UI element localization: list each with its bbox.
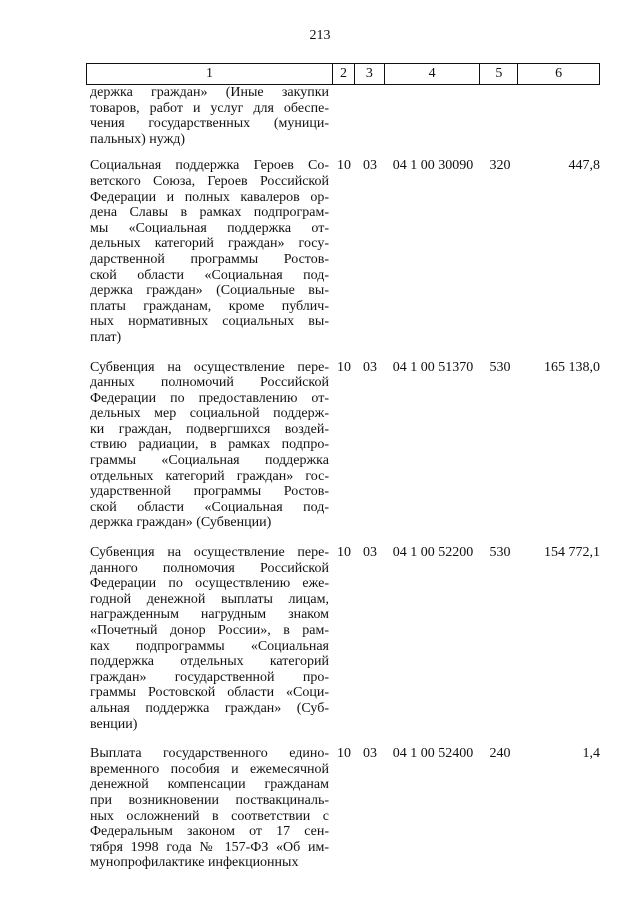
description-line: Федеральным законом от 17 сен- bbox=[90, 824, 329, 840]
description-line: плат) bbox=[90, 329, 122, 345]
description-line: тября 1998 года № 157-ФЗ «Об им- bbox=[90, 839, 329, 855]
description-line: ках подпрограммы «Социальная bbox=[90, 638, 329, 654]
target-article-code: 04 1 00 51370 bbox=[392, 359, 474, 375]
header-col-2: 2 bbox=[333, 64, 355, 84]
description-line: временного пособия и ежемесячной bbox=[90, 761, 329, 777]
amount: 154 772,1 bbox=[544, 545, 600, 561]
description-line: ных нормативных социальных вы- bbox=[90, 314, 329, 330]
row-description bbox=[86, 85, 333, 147]
description-line: дельных мер социальной поддерж- bbox=[90, 406, 329, 422]
description-line: пальных) нужд) bbox=[90, 131, 186, 147]
description-line: платы гражданам, кроме публич- bbox=[90, 298, 329, 314]
table-row bbox=[86, 360, 600, 532]
description-line: Социальная поддержка Героев Со- bbox=[90, 158, 329, 174]
description-line: товаров, работ и услуг для обеспе- bbox=[90, 100, 329, 116]
amount: 165 138,0 bbox=[544, 359, 600, 375]
description-line: дельных категорий граждан» госу- bbox=[90, 236, 329, 252]
description-line: ской области «Социальная под- bbox=[90, 499, 329, 515]
header-col-5: 5 bbox=[480, 64, 518, 84]
description-line: данного полномочия Российской bbox=[90, 560, 329, 576]
table-row bbox=[86, 545, 600, 732]
description-line: мунопрофилактике инфекционных bbox=[90, 855, 299, 871]
description-line: держка граждан» (Иные закупки bbox=[90, 85, 329, 100]
expense-type-code: 320 bbox=[489, 158, 511, 174]
description-line: граммы Ростовской области «Соци- bbox=[90, 685, 329, 701]
description-line: «Почетный донор России», в рам- bbox=[90, 623, 329, 638]
description-line: годной денежной выплаты лицам, bbox=[90, 591, 329, 607]
description-line: Выплата государственного едино- bbox=[90, 746, 329, 762]
amount bbox=[519, 85, 600, 147]
expense-type-code: 530 bbox=[489, 359, 511, 375]
section-code: 10 bbox=[337, 545, 351, 561]
section-code: 10 bbox=[337, 158, 351, 174]
description-line: альная поддержка граждан» (Суб- bbox=[90, 700, 329, 716]
row-description bbox=[86, 545, 333, 732]
description-line: ных осложнений в соответствии с bbox=[90, 808, 329, 824]
section-code bbox=[333, 85, 355, 147]
section-code: 10 bbox=[337, 359, 351, 375]
expense-type-code: 530 bbox=[489, 545, 511, 561]
description-line: ветского Союза, Героев Российской bbox=[90, 173, 329, 189]
amount: 1,4 bbox=[582, 746, 600, 762]
description-line: граждан» государственной про- bbox=[90, 669, 329, 685]
table-row bbox=[86, 85, 600, 147]
description-line: дена Славы в рамках подпрограм- bbox=[90, 205, 329, 221]
description-line: награжденным нагрудным знаком bbox=[90, 607, 329, 623]
description-line: данных полномочий Российской bbox=[90, 375, 329, 391]
description-line: отдельных категорий граждан» гос- bbox=[90, 468, 329, 484]
description-line: поддержка отдельных категорий bbox=[90, 654, 329, 670]
description-line: венции) bbox=[90, 716, 138, 732]
description-line: Федерации по осуществлению еже- bbox=[90, 576, 329, 592]
header-col-4: 4 bbox=[385, 64, 481, 84]
row-description bbox=[86, 746, 333, 871]
section-code: 10 bbox=[337, 746, 351, 762]
row-description bbox=[86, 158, 333, 345]
expense-type-code: 240 bbox=[489, 746, 511, 762]
description-line: Субвенция на осуществление пере- bbox=[90, 545, 329, 561]
description-line: ки граждан, подвергшихся воздей- bbox=[90, 421, 329, 437]
table-body bbox=[86, 85, 600, 871]
target-article-code: 04 1 00 30090 bbox=[392, 158, 474, 174]
table-header bbox=[86, 63, 600, 85]
description-line: при возникновении поствакциналь- bbox=[90, 792, 329, 808]
description-line: Субвенция на осуществление пере- bbox=[90, 359, 329, 375]
description-line: ствию радиации, в рамках подпро- bbox=[90, 437, 329, 453]
description-line: дарственной программы Ростов- bbox=[90, 251, 329, 267]
target-article-code: 04 1 00 52400 bbox=[392, 746, 474, 762]
description-line: Федерации по предоставлению от- bbox=[90, 390, 329, 406]
subsection-code: 03 bbox=[363, 359, 377, 375]
row-description bbox=[86, 360, 333, 532]
header-col-3: 3 bbox=[355, 64, 385, 84]
header-col-1: 1 bbox=[87, 64, 333, 84]
subsection-code: 03 bbox=[363, 545, 377, 561]
description-line: граммы «Социальная поддержка bbox=[90, 453, 329, 469]
description-line: ударственной программы Ростов- bbox=[90, 484, 329, 500]
page-number: 213 bbox=[309, 28, 331, 43]
target-article-code: 04 1 00 52200 bbox=[392, 545, 474, 561]
subsection-code bbox=[355, 85, 385, 147]
table-row bbox=[86, 158, 600, 345]
description-line: денежной компенсации гражданам bbox=[90, 777, 329, 793]
amount: 447,8 bbox=[568, 158, 600, 174]
description-line: Федерации и полных кавалеров ор- bbox=[90, 189, 329, 205]
description-line: чения государственных (муници- bbox=[90, 116, 329, 132]
description-line: мы «Социальная поддержка от- bbox=[90, 220, 329, 236]
target-article-code bbox=[385, 85, 481, 147]
table-row bbox=[86, 746, 600, 871]
subsection-code: 03 bbox=[363, 746, 377, 762]
header-col-6: 6 bbox=[555, 66, 563, 81]
description-line: держка граждан» (Социальные вы- bbox=[90, 283, 329, 299]
description-line: ской области «Социальная под- bbox=[90, 267, 329, 283]
expense-type-code bbox=[481, 85, 519, 147]
description-line: держка граждан» (Субвенции) bbox=[90, 515, 272, 531]
subsection-code: 03 bbox=[363, 158, 377, 174]
